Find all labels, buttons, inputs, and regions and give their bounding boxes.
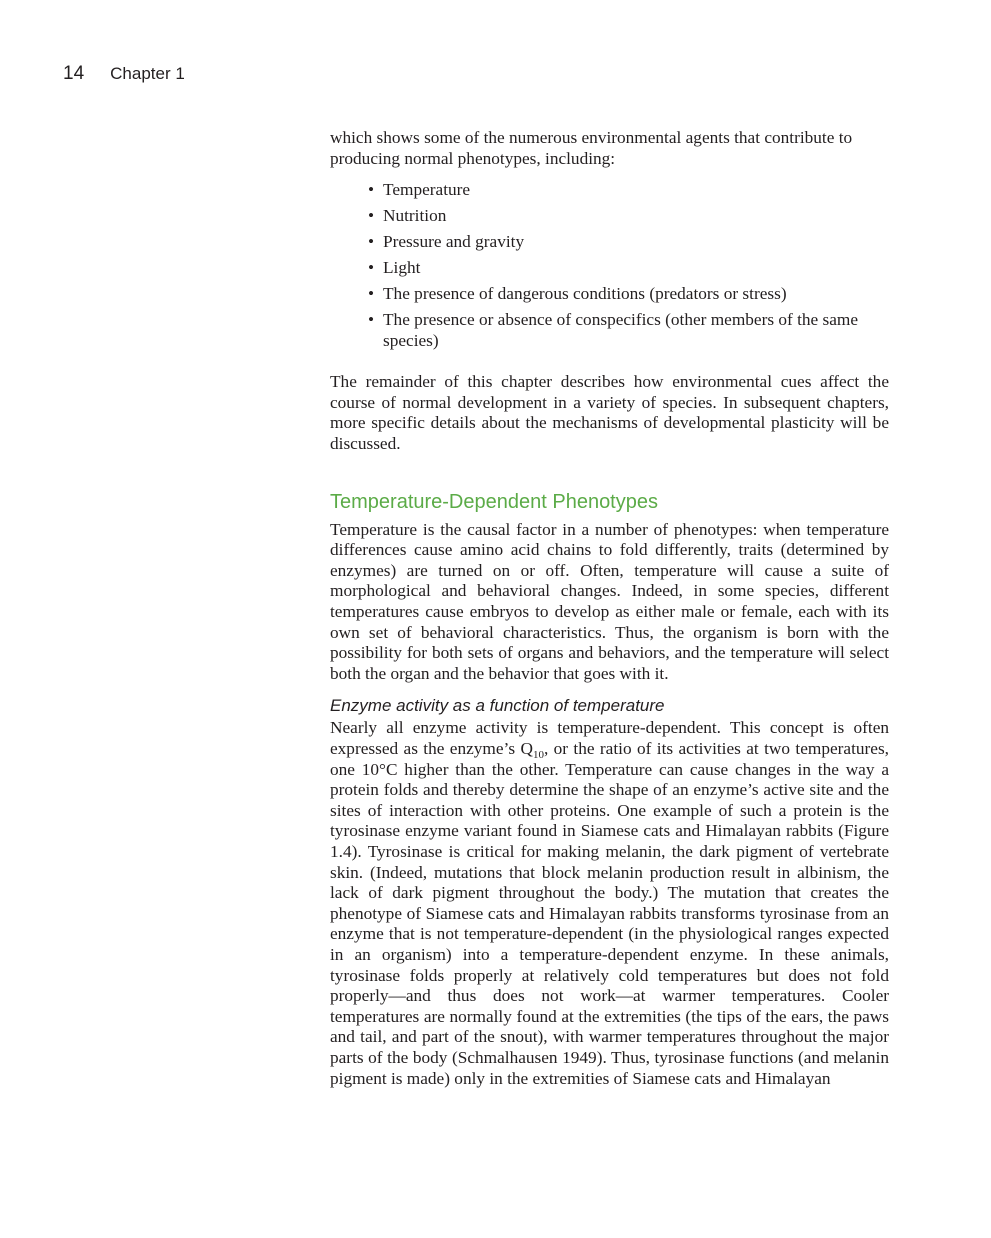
list-item [330, 232, 889, 253]
list-item [330, 180, 889, 201]
subsection-paragraph [330, 718, 889, 1089]
paragraph-text-start: Nearly all enzyme activity is temperature-dependent. This concept is often expressed as the enzyme’s Q [330, 718, 889, 759]
section-heading: Temperature-Dependent Phenotypes [330, 490, 658, 513]
text-column [330, 128, 889, 1089]
list-item-text: Pressure and gravity [383, 232, 525, 252]
section-paragraph: Temperature is the causal factor in a number of phenotypes: when temperature differences cause amino acid chains to fold differently, traits (determined by enzymes) are turned on or off. Often, temperature will cause a suite of morphological and behavioral changes. Indeed, in some species, different temperatures cause embryos to develop as either male or female, each with its own set of behavioral characteristics. Thus, the organism is born with the possibility for both sets of organs and behaviors, and the temperature will select both the organ and the behavior that goes with it. [330, 519, 889, 683]
list-item-text: The presence of dangerous conditions (predators or stress) [383, 284, 787, 304]
list-item-text: Temperature [383, 180, 471, 200]
bullet-icon: • [368, 232, 375, 252]
list-item-text: Nutrition [383, 206, 447, 226]
remainder-paragraph: The remainder of this chapter describes how environmental cues affect the course of normal development in a variety of species. In subsequent chapters, more specific details about the mechanisms of developmental plasticity will be discussed. [330, 372, 889, 454]
paragraph-text-end: , or the ratio of its activities at two temperatures, one 10°C higher than the other. Temperature can cause changes in the way a protein folds and thereby determine the shape of an enzyme’s active site and the sites of interaction with other proteins. One example of such a protein is the tyrosinase enzyme variant found in Siamese cats and Himalayan rabbits (Figure 1.4). Tyrosinase is critical for making melanin, the dark pigment of vertebrate skin. (Indeed, mutations that block melanin production result in albinism, the lack of dark pigment throughout the body.) The mutation that creates the phenotype of Siamese cats and Himalayan rabbits transforms tyrosinase from an enzyme that is not temperature-dependent (in the physiological ranges expected in an organism) into a temperature-dependent enzyme. In these animals, tyrosinase folds properly at relatively cold temperatures but does not fold properly—and thus does not work—at warmer temperatures. Cooler temperatures are normally found at the extremities (the tips of the ears, the paws and tail, and part of the snout), with warmer temperatures throughout the major parts of the body (Schmalhausen 1949). Thus, tyrosinase functions (and melanin pigment is made) only in the extremities of Siamese cats and Himalayan [330, 739, 889, 1088]
q10-subscript: 10 [532, 749, 544, 762]
list-item [330, 284, 889, 305]
intro-paragraph: which shows some of the numerous environmental agents that contribute to producing normal phenotypes, including: [330, 128, 853, 168]
bullet-icon: • [368, 310, 375, 330]
chapter-label: Chapter 1 [110, 64, 185, 83]
bullet-icon: • [368, 284, 375, 304]
list-item-text: The presence or absence of conspecifics (other members of the same species) [383, 310, 859, 350]
agent-list [330, 180, 889, 351]
list-item [330, 206, 889, 227]
list-item [330, 310, 889, 351]
page-number: 14 [63, 63, 85, 84]
bullet-icon: • [368, 180, 375, 200]
subsection-heading: Enzyme activity as a function of temperature [330, 696, 665, 716]
bullet-icon: • [368, 258, 375, 278]
bullet-icon: • [368, 206, 375, 226]
list-item [330, 258, 889, 279]
running-head [63, 62, 185, 86]
list-item-text: Light [383, 258, 421, 278]
